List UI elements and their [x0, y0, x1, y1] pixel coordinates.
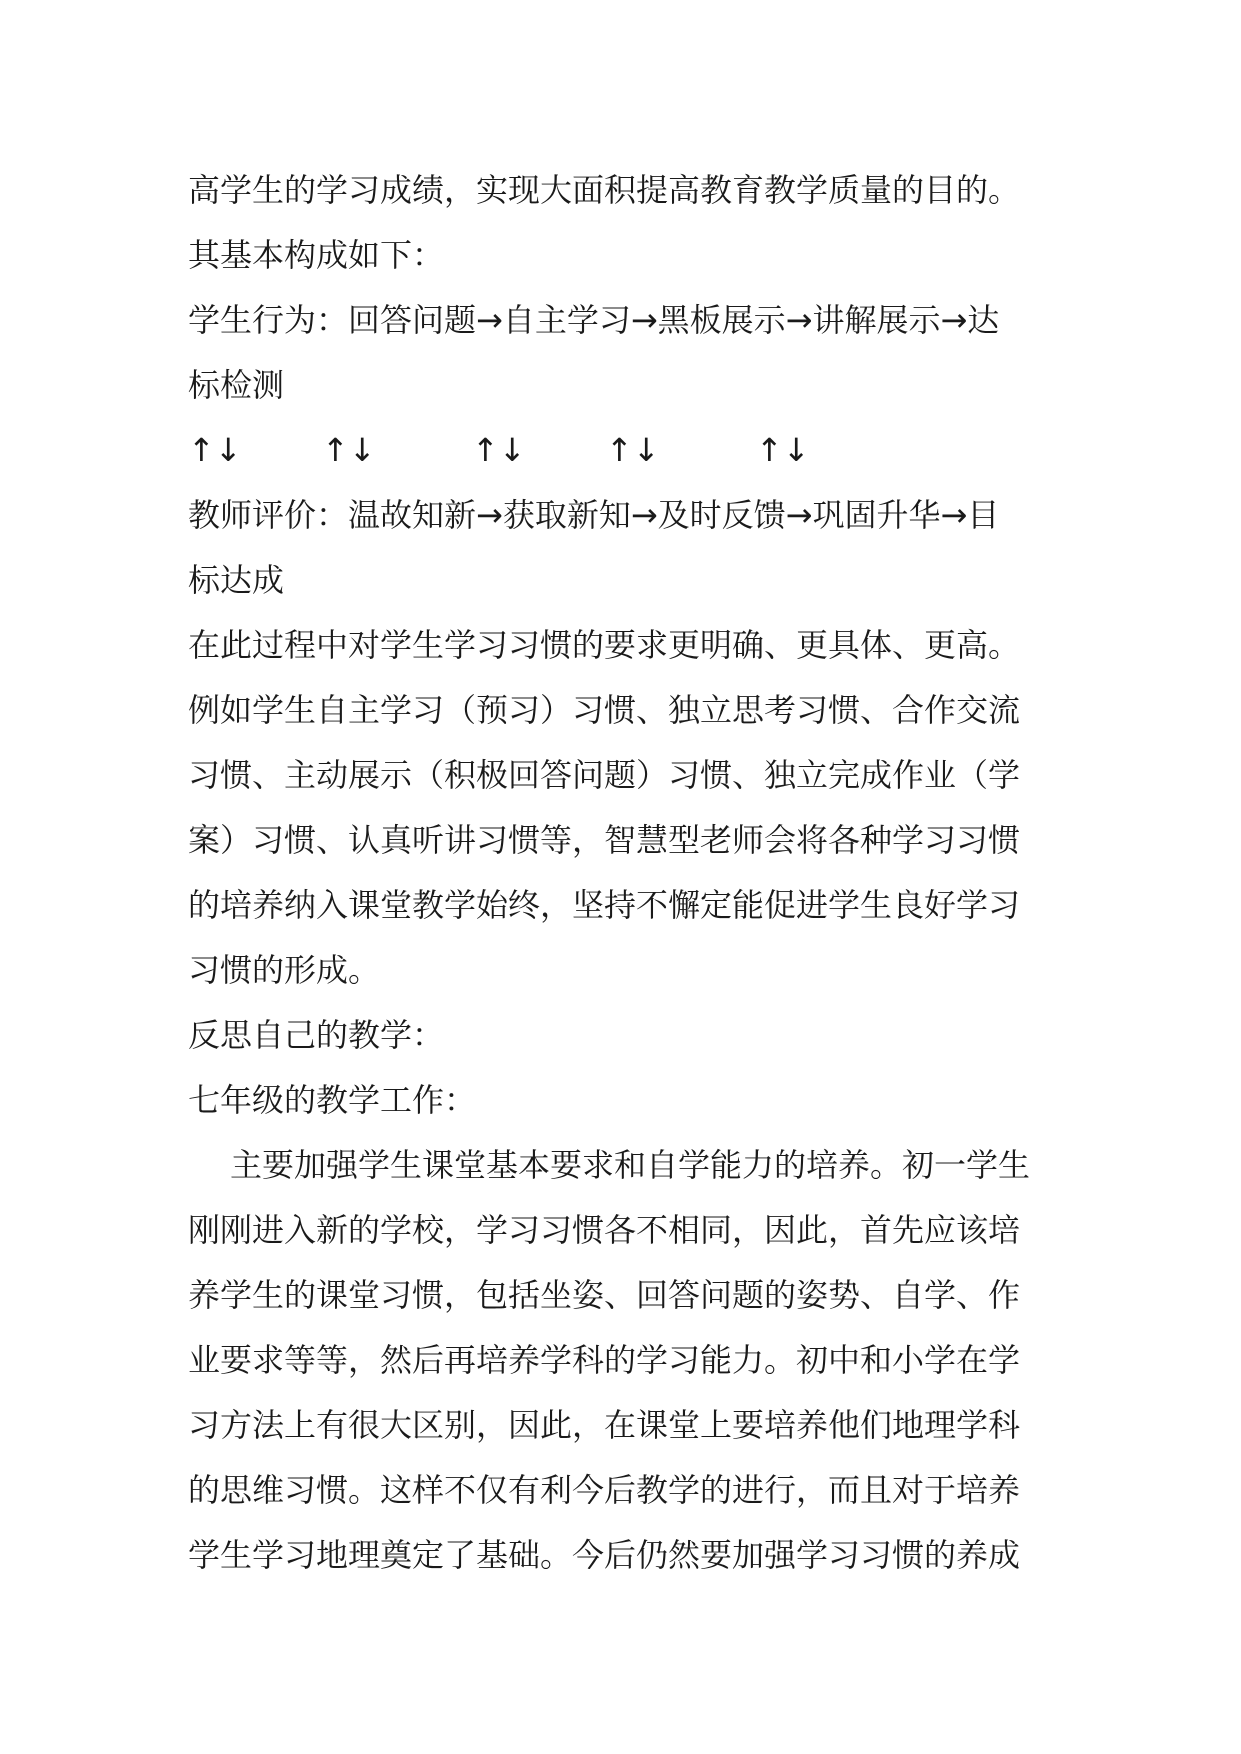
- student-behavior-line: 学生行为：回答问题→自主学习→黑板展示→讲解展示→达: [188, 301, 1000, 339]
- document-body: [188, 158, 1068, 1588]
- teacher-evaluation-line: 教师评价：温故知新→获取新知→及时反馈→巩固升华→目: [188, 496, 1000, 534]
- text-line: 养学生的课堂习惯，包括坐姿、回答问题的姿势、自学、作: [188, 1276, 1021, 1314]
- text-line: 习方法上有很大区别，因此，在课堂上要培养他们地理学科: [188, 1406, 1021, 1444]
- up-down-arrow-icon: ↑↓: [188, 431, 242, 469]
- section-heading: 七年级的教学工作：: [188, 1081, 477, 1119]
- text-line: 业要求等等，然后再培养学科的学习能力。初中和小学在学: [188, 1341, 1021, 1379]
- text-line: 案）习惯、认真听讲习惯等，智慧型老师会将各种学习习惯: [188, 821, 1021, 859]
- text-line: 其基本构成如下：: [188, 236, 445, 274]
- text-line: 刚刚进入新的学校，学习习惯各不相同，因此，首先应该培: [188, 1211, 1021, 1249]
- up-down-arrow-icon: ↑↓: [606, 431, 660, 469]
- text-line: 习惯的形成。: [188, 951, 381, 989]
- text-line: 习惯、主动展示（积极回答问题）习惯、独立完成作业（学: [188, 756, 1021, 794]
- text-line: 主要加强学生课堂基本要求和自学能力的培养。初一学生: [230, 1146, 1031, 1184]
- text-line: 在此过程中对学生学习习惯的要求更明确、更具体、更高。: [188, 626, 1021, 664]
- text-line: 标达成: [188, 561, 285, 599]
- text-line: 的思维习惯。这样不仅有利今后教学的进行，而且对于培养: [188, 1471, 1021, 1509]
- text-line: 高学生的学习成绩，实现大面积提高教育教学质量的目的。: [188, 171, 1021, 209]
- section-heading: 反思自己的教学：: [188, 1016, 445, 1054]
- up-down-arrow-icon: ↑↓: [472, 431, 526, 469]
- text-line: 标检测: [188, 366, 285, 404]
- text-line: 学生学习地理奠定了基础。今后仍然要加强学习习惯的养成: [188, 1536, 1021, 1574]
- text-line: 的培养纳入课堂教学始终，坚持不懈定能促进学生良好学习: [188, 886, 1021, 924]
- arrow-row: [188, 418, 1068, 483]
- text-line: 例如学生自主学习（预习）习惯、独立思考习惯、合作交流: [188, 691, 1021, 729]
- up-down-arrow-icon: ↑↓: [756, 431, 810, 469]
- up-down-arrow-icon: ↑↓: [322, 431, 376, 469]
